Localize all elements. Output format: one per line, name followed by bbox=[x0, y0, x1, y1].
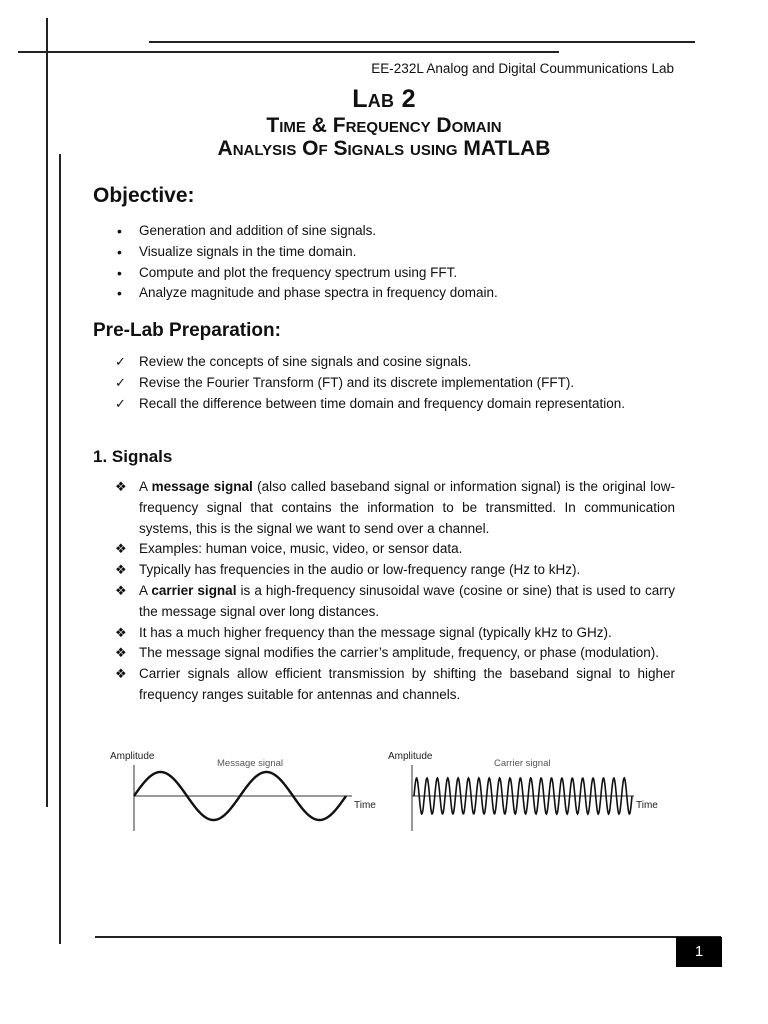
checkmark-icon: ✓ bbox=[115, 354, 126, 369]
checkmark-icon: ✓ bbox=[115, 374, 126, 390]
diamond-bullet-icon: ❖ bbox=[115, 645, 127, 661]
list-item: ❖ Typically has frequencies in the audio or low-frequency range (Hz to kHz). bbox=[95, 560, 675, 581]
diamond-bullet-icon: ❖ bbox=[115, 541, 127, 557]
bullet-icon: • bbox=[117, 243, 122, 260]
prelab-heading: Pre-Lab Preparation: bbox=[93, 320, 281, 341]
objective-heading: Objective: bbox=[93, 184, 195, 207]
checkmark-icon: ✓ bbox=[115, 395, 126, 411]
bullet-icon: • bbox=[117, 264, 122, 281]
frame-left-line-lower bbox=[59, 154, 61, 944]
lab-subtitle-line1: Time & Frequency Domain bbox=[266, 114, 502, 137]
page-number: 1 bbox=[676, 937, 722, 967]
list-item: ❖ Carrier signals allow efficient transmission by shifting the baseband signal to higher frequency ranges suitable for antennas and channels. bbox=[115, 666, 675, 702]
message-ylabel: Amplitude bbox=[110, 751, 155, 762]
diamond-bullet-icon: ❖ bbox=[115, 562, 127, 578]
carrier-label: Carrier signal bbox=[494, 758, 551, 769]
bullet-icon: • bbox=[117, 285, 122, 302]
diamond-bullet-icon: ❖ bbox=[115, 624, 127, 640]
frame-top-line-short bbox=[18, 51, 559, 53]
list-item: • Visualize signals in the time domain. bbox=[95, 242, 675, 263]
lab-title: Lab 2 bbox=[352, 85, 416, 113]
list-item: • Compute and plot the frequency spectrum using FFT. bbox=[95, 263, 675, 284]
diamond-bullet-icon: ❖ bbox=[115, 666, 127, 682]
lab-subtitle-line2: Analysis Of Signals using MATLAB bbox=[217, 137, 551, 160]
list-item: ❖ A carrier signal is a high-frequency sinusoidal wave (cosine or sine) that is used to carry the message signal over long distances. bbox=[115, 582, 676, 619]
signals-heading: 1. Signals bbox=[93, 447, 173, 466]
list-item: ❖ Examples: human voice, music, video, or sensor data. bbox=[95, 539, 675, 560]
list-item: ✓ Revise the Fourier Transform (FT) and its discrete implementation (FFT). bbox=[95, 373, 675, 394]
carrier-xlabel: Time bbox=[636, 800, 658, 811]
frame-top-line-long bbox=[149, 41, 695, 43]
list-item: ❖ It has a much higher frequency than the message signal (typically kHz to GHz). bbox=[95, 623, 675, 644]
course-header: EE-232L Analog and Digital Coummunications Lab bbox=[371, 61, 674, 76]
carrier-signal-figure bbox=[386, 745, 676, 835]
prelab-list bbox=[95, 352, 675, 414]
list-item: ✓ Review the concepts of sine signals and cosine signals. bbox=[95, 352, 675, 373]
list-item: • Generation and addition of sine signals. bbox=[95, 221, 675, 242]
bullet-icon: • bbox=[117, 223, 122, 239]
list-item: ❖ A message signal (also called baseband signal or information signal) is the original low-frequency signal that contains the information to be transmitted. In communication systems, this is the signal we want to send over a channel. bbox=[115, 479, 676, 536]
list-item: ✓ Recall the difference between time domain and frequency domain representation. bbox=[95, 394, 675, 415]
list-item: ❖ The message signal modifies the carrier’s amplitude, frequency, or phase (modulation). bbox=[95, 643, 675, 664]
diamond-bullet-icon: ❖ bbox=[115, 479, 127, 494]
message-label: Message signal bbox=[217, 758, 284, 769]
diamond-bullet-icon: ❖ bbox=[115, 582, 127, 598]
objective-list bbox=[95, 221, 675, 304]
signals-list bbox=[95, 477, 675, 706]
frame-bottom-line bbox=[95, 936, 721, 938]
message-signal-figure bbox=[108, 745, 388, 835]
list-item: • Analyze magnitude and phase spectra in frequency domain. bbox=[95, 283, 675, 304]
carrier-ylabel: Amplitude bbox=[388, 751, 433, 762]
message-xlabel: Time bbox=[354, 800, 376, 811]
